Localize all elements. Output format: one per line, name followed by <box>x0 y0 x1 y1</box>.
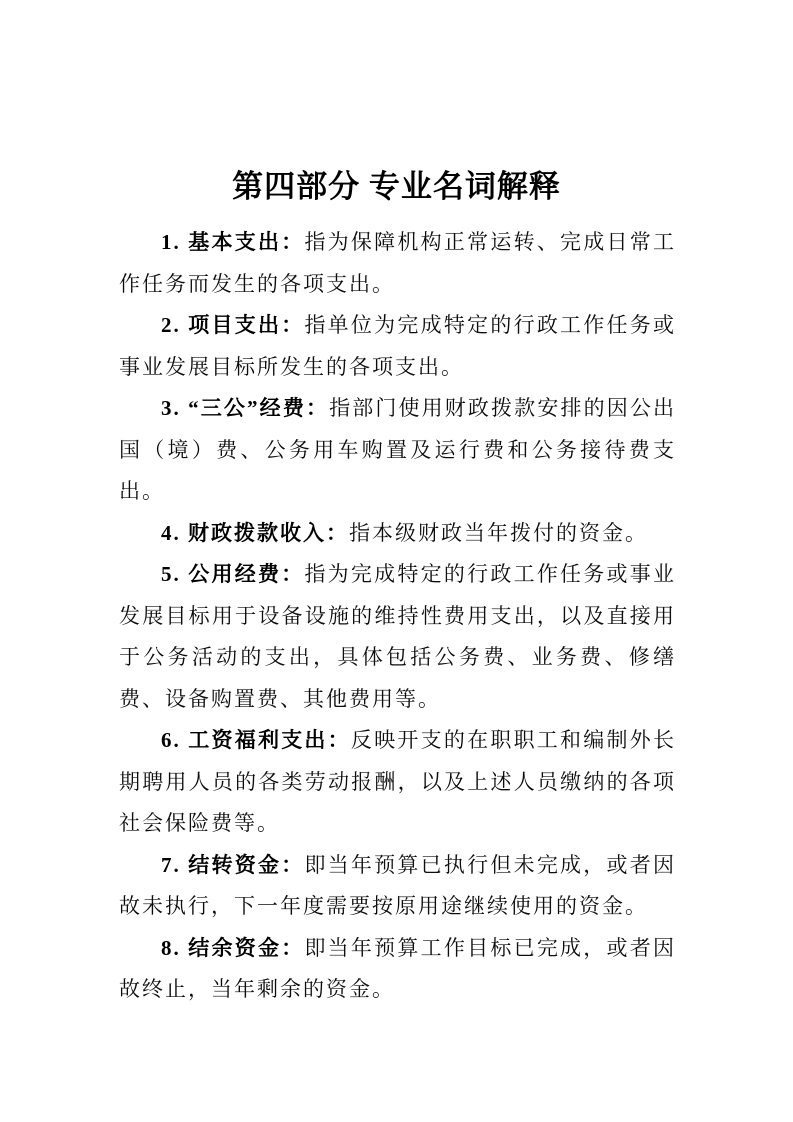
term-label: 8. 结余资金： <box>161 935 305 960</box>
term-definition: 指部门使用财政拨款安排的因公出国（境）费、公务用车购置及运行费和公务接待费支出。 <box>119 396 677 503</box>
term-definition: 指为完成特定的行政工作任务或事业发展目标用于设备设施的维持性费用支出，以及直接用于公务活动的支出，具体包括公务费、业务费、修缮费、设备购置费、其他费用等。 <box>119 562 677 711</box>
term-paragraph-three-public-funds <box>119 388 676 513</box>
term-label: 3. “三公”经费： <box>161 396 330 420</box>
term-paragraph-surplus-funds <box>119 928 676 1011</box>
term-paragraph-basic-expenditure <box>119 222 676 305</box>
term-definition: 反映开支的在职职工和编制外长期聘用人员的各类劳动报酬，以及上述人员缴纳的各项社会保险费等。 <box>119 728 677 835</box>
term-label: 1. 基本支出： <box>161 230 305 254</box>
term-definition: 即当年预算已执行但未完成，或者因故未执行，下一年度需要按原用途继续使用的资金。 <box>119 852 677 918</box>
term-paragraph-fiscal-appropriation-income <box>119 513 676 555</box>
term-definition: 指单位为完成特定的行政工作任务或事业发展目标所发生的各项支出。 <box>119 313 677 379</box>
term-label: 4. 财政拨款收入： <box>161 520 349 545</box>
document-title: 第四部分 专业名词解释 <box>232 169 561 204</box>
term-definition: 指本级财政当年拨付的资金。 <box>349 520 648 545</box>
term-paragraph-carryover-funds <box>119 845 676 928</box>
term-paragraph-public-funds <box>119 554 676 720</box>
term-label: 6. 工资福利支出： <box>161 728 351 752</box>
term-paragraph-wage-welfare-expenditure <box>119 720 676 845</box>
term-label: 5. 公用经费： <box>161 562 305 586</box>
terms-section <box>0 222 793 1011</box>
term-label: 2. 项目支出： <box>161 313 305 337</box>
term-definition: 即当年预算工作目标已完成，或者因故终止，当年剩余的资金。 <box>119 935 677 1001</box>
term-paragraph-project-expenditure <box>119 305 676 388</box>
term-definition: 指为保障机构正常运转、完成日常工作任务而发生的各项支出。 <box>119 230 677 296</box>
term-label: 7. 结转资金： <box>161 852 305 877</box>
